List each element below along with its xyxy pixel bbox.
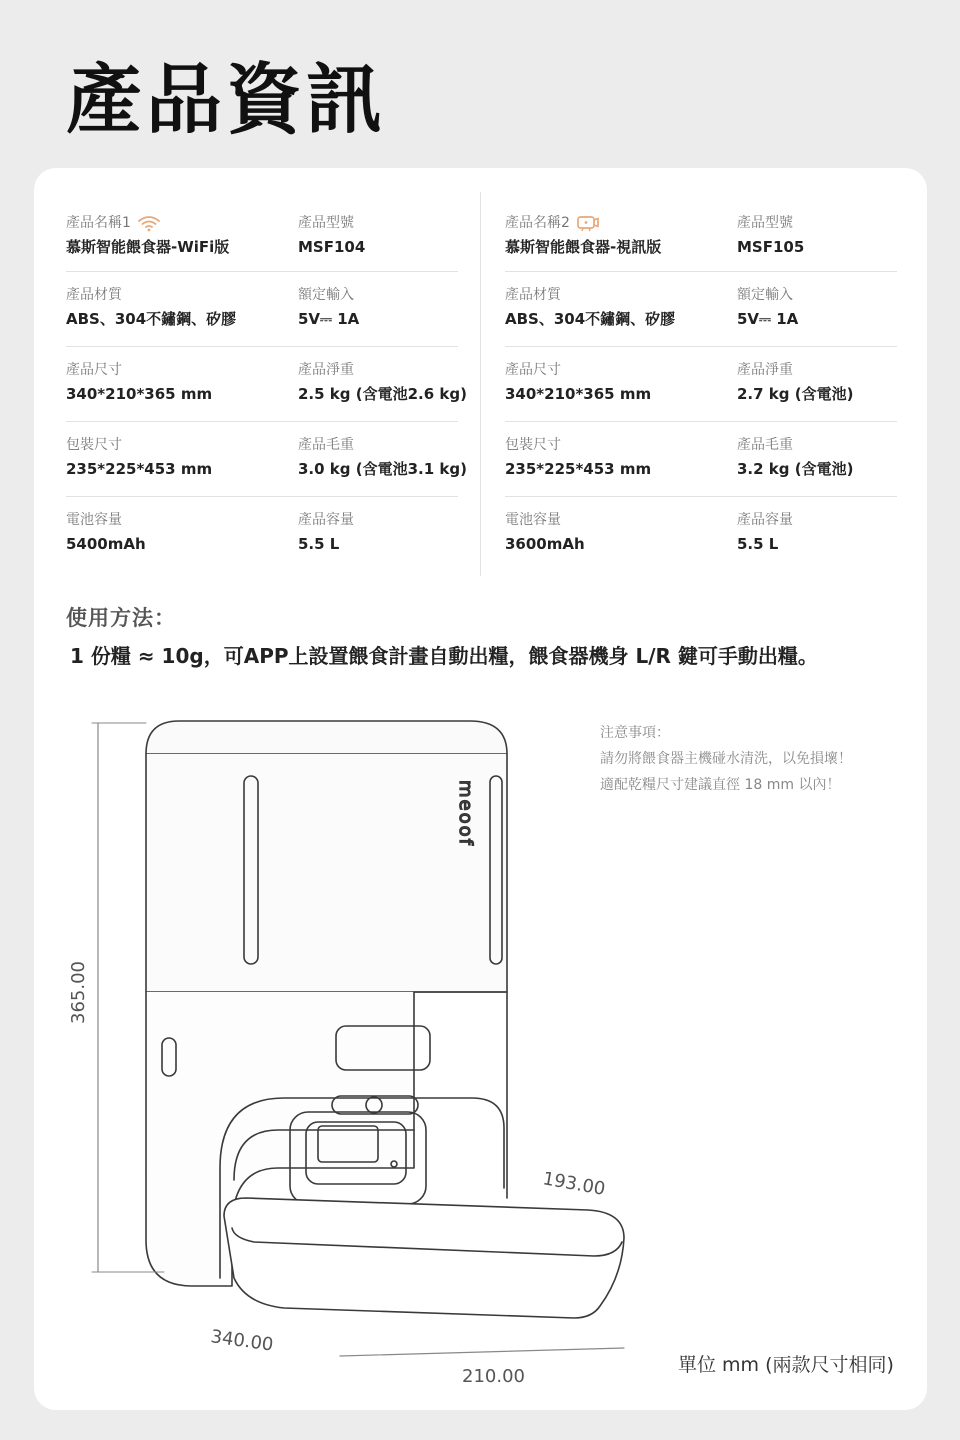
spec-label: 產品容量 [298, 512, 354, 528]
camera-icon [576, 214, 600, 232]
spec-cell [505, 272, 737, 346]
spec-label: 產品容量 [737, 512, 793, 528]
spec-row [66, 497, 458, 572]
spec-row [66, 208, 458, 272]
spec-label: 產品淨重 [737, 362, 793, 378]
spec-value: 慕斯智能餵食器-WiFi版 [66, 238, 230, 256]
spec-label [505, 212, 737, 234]
width-dim-line [340, 1348, 624, 1356]
spec-cell [737, 272, 897, 346]
spec-cell [737, 497, 897, 572]
usage-heading: 使用方法： [66, 606, 176, 630]
spec-value: 5V⎓ 1A [298, 310, 360, 328]
usage-text: 1 份糧 ≈ 10g，可APP上設置餵食計畫自動出糧，餵食器機身 L/R 鍵可手動出糧。 [70, 644, 818, 668]
spec-value: 340*210*365 mm [505, 385, 652, 403]
spec-value: 2.7 kg (含電池) [737, 385, 854, 403]
spec-value: 5V⎓ 1A [737, 310, 799, 328]
spec-label: 產品型號 [298, 215, 354, 231]
spec-label: 包裝尺寸 [66, 437, 122, 453]
spec-cell [66, 272, 298, 346]
spec-row [505, 422, 897, 497]
spec-label: 產品型號 [737, 215, 793, 231]
spec-cell [298, 497, 458, 572]
spec-cell [66, 497, 298, 572]
spec-value: 235*225*453 mm [505, 460, 652, 478]
spec-label-text: 產品名稱1 [66, 215, 131, 231]
wifi-icon [137, 214, 161, 232]
notes [600, 720, 852, 798]
notes-line: 請勿將餵食器主機碰水清洗，以免損壞！ [600, 751, 852, 767]
spec-row [505, 347, 897, 422]
spec-value: 3.2 kg (含電池) [737, 460, 854, 478]
spec-cell [66, 347, 298, 421]
spec-value: 5.5 L [298, 535, 340, 553]
spec-cell [298, 208, 458, 271]
spec-row [505, 272, 897, 347]
spec-label: 電池容量 [66, 512, 122, 528]
spec-label: 額定輸入 [737, 287, 793, 303]
spec-value: ABS、304不鏽鋼、矽膠 [505, 310, 676, 328]
spec-label: 產品材質 [66, 287, 122, 303]
spec-label: 產品毛重 [737, 437, 793, 453]
product-info-card [34, 168, 927, 1410]
spec-cell [298, 347, 467, 421]
spec-value: 5400mAh [66, 535, 146, 553]
food-bowl [224, 1198, 624, 1318]
spec-label: 產品尺寸 [66, 362, 122, 378]
spec-value: 5.5 L [737, 535, 779, 553]
feeder-lid [146, 721, 507, 754]
spec-label [66, 212, 298, 234]
spec-label: 電池容量 [505, 512, 561, 528]
notes-line: 適配乾糧尺寸建議直徑 18 mm 以內！ [600, 777, 841, 793]
spec-label: 產品材質 [505, 287, 561, 303]
page-title: 產品資訊 [66, 55, 386, 144]
spec-cell [66, 422, 298, 496]
spec-value: 2.5 kg (含電池2.6 kg) [298, 385, 467, 403]
spec-label: 產品尺寸 [505, 362, 561, 378]
spec-cell [298, 272, 458, 346]
spec-cell [737, 208, 897, 271]
spec-cell [505, 497, 737, 572]
spec-cell [505, 422, 737, 496]
spec-value: ABS、304不鏽鋼、矽膠 [66, 310, 237, 328]
spec-row [505, 208, 897, 272]
unit-note: 單位 mm (兩款尺寸相同) [678, 1354, 894, 1376]
bowl-dim-label: 193.00 [541, 1168, 607, 1200]
spec-row [505, 497, 897, 572]
brand-logo: meoof [455, 780, 476, 847]
spec-row [66, 422, 467, 497]
height-dim-label: 365.00 [68, 961, 89, 1024]
product-1-specs [66, 208, 467, 572]
spec-label: 產品毛重 [298, 437, 354, 453]
spec-cell [505, 208, 737, 271]
depth-dim-label: 340.00 [209, 1326, 275, 1356]
spec-row [66, 347, 467, 422]
spec-label-text: 產品名稱2 [505, 215, 570, 231]
column-divider [480, 192, 481, 576]
notes-title: 注意事項： [600, 725, 670, 741]
spec-label: 包裝尺寸 [505, 437, 561, 453]
product-2-specs [505, 208, 897, 572]
feeder-hopper [146, 754, 507, 992]
spec-value: 慕斯智能餵食器-視訊版 [505, 238, 662, 256]
spec-row [66, 272, 458, 347]
spec-value: MSF104 [298, 238, 366, 256]
spec-cell [505, 347, 737, 421]
spec-label: 產品淨重 [298, 362, 354, 378]
spec-cell [298, 422, 467, 496]
spec-cell [737, 347, 897, 421]
spec-label: 額定輸入 [298, 287, 354, 303]
spec-value: 3600mAh [505, 535, 585, 553]
spec-value: MSF105 [737, 238, 805, 256]
width-dim-label: 210.00 [462, 1366, 525, 1387]
spec-cell [66, 208, 298, 271]
spec-value: 340*210*365 mm [66, 385, 213, 403]
spec-value: 3.0 kg (含電池3.1 kg) [298, 460, 467, 478]
spec-cell [737, 422, 897, 496]
spec-value: 235*225*453 mm [66, 460, 213, 478]
